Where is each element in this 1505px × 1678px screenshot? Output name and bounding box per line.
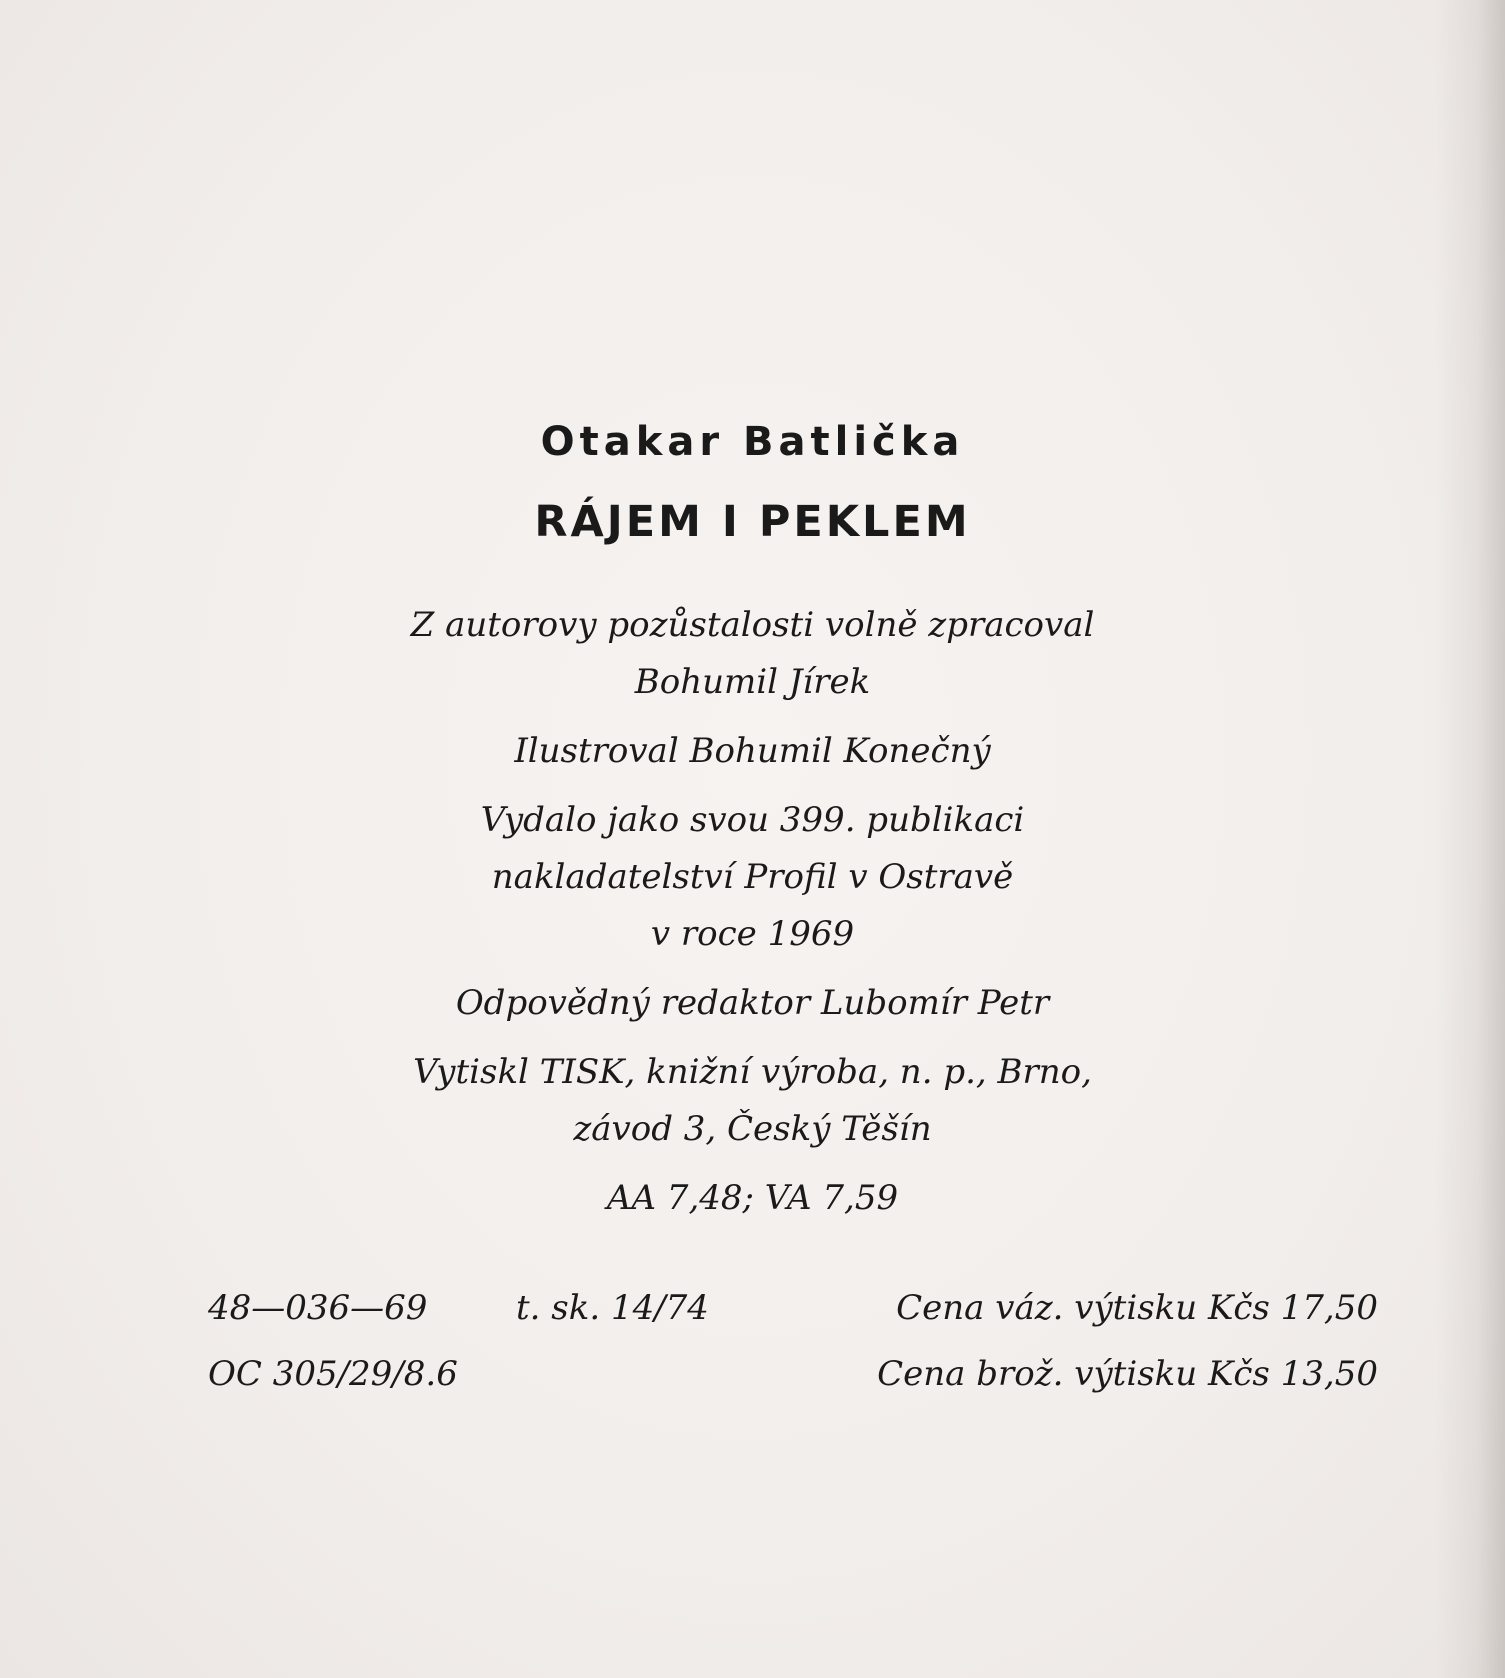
book-title: RÁJEM I PEKLEM — [534, 497, 971, 547]
subject-group: t. sk. 14/74 — [516, 1288, 709, 1328]
oc-code: OC 305/29/8.6 — [208, 1354, 458, 1394]
credit-line: Bohumil Jírek — [634, 662, 871, 702]
credit-line: Odpovědný redaktor Lubomír Petr — [455, 983, 1050, 1023]
credit-line: Vydalo jako svou 399. publikaci — [480, 800, 1025, 840]
adaptation-credit — [0, 597, 1505, 711]
credit-line: Ilustroval Bohumil Konečný — [514, 731, 991, 771]
price-bound: Cena váz. výtisku Kčs 17,50 — [896, 1288, 1378, 1328]
credit-line: v roce 1969 — [650, 914, 855, 954]
price-paperback: Cena brož. výtisku Kčs 13,50 — [877, 1354, 1378, 1394]
credit-line: nakladatelství Profil v Ostravě — [491, 857, 1014, 897]
credit-line: AA 7,48; VA 7,59 — [606, 1178, 899, 1218]
publisher-credit — [0, 792, 1505, 963]
author-name: Otakar Batlička — [540, 419, 965, 465]
credits-block — [0, 597, 1505, 1227]
sheet-counts — [0, 1170, 1505, 1227]
publication-code: 48—036—69 — [208, 1288, 428, 1328]
credit-line: závod 3, Český Těšín — [573, 1109, 932, 1149]
editor-credit — [0, 975, 1505, 1032]
printer-credit — [0, 1044, 1505, 1158]
illustrator-credit — [0, 723, 1505, 780]
credit-line: Z autorovy pozůstalosti volně zpracoval — [410, 605, 1095, 645]
credit-line: Vytiskl TISK, knižní výroba, n. p., Brno, — [413, 1052, 1092, 1092]
